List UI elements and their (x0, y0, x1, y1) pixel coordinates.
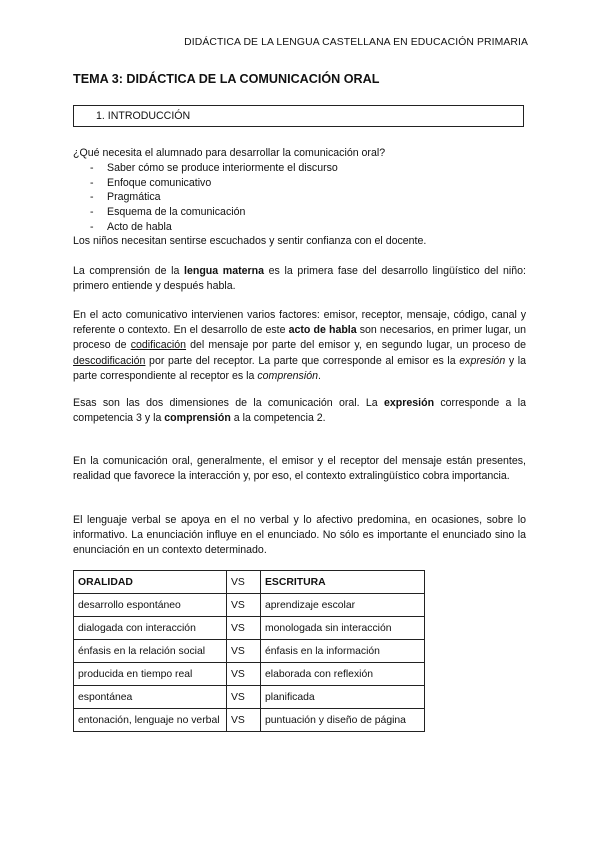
question-block (73, 146, 526, 249)
italic-term: expresión (459, 354, 506, 367)
comparison-table (73, 570, 425, 732)
text-run: es la primera fase del desarrollo lingüístico del niño: primero entiende y después habla. (73, 265, 526, 293)
paragraph-lenguaje-verbal: El lenguaje verbal se apoya en el no verbal y lo afectivo predomina, en ocasiones, sobre lo informativo. La enunciación influye en el enunciado. No sólo es importante el enunciado sino la enunciación en un contexto determinado. (73, 514, 526, 557)
table-header-row (74, 571, 425, 594)
paragraph-dimensiones (73, 396, 526, 426)
table-cell: monologada sin interacción (261, 617, 425, 640)
table-cell: producida en tiempo real (74, 663, 227, 686)
text-run: del mensaje por parte del emisor y, en segundo lugar, un proceso de (186, 339, 526, 352)
table-cell: dialogada con interacción (74, 617, 227, 640)
list-item: - Saber cómo se produce interiormente el discurso (73, 161, 526, 176)
running-header: DIDÁCTICA DE LA LENGUA CASTELLANA EN EDUCACIÓN PRIMARIA (184, 37, 528, 48)
list-item: - Acto de habla (73, 220, 526, 235)
text-run: corresponde a la competencia 3 y la (73, 397, 526, 425)
text-run: son necesarios, en primer lugar, un proceso de (73, 324, 526, 352)
text-run: En el acto comunicativo intervienen varios factores: emisor, receptor, mensaje, código, canal y referente o contexto. En el desarrollo de este (73, 309, 526, 337)
table-cell: aprendizaje escolar (261, 594, 425, 617)
text-run: La comprensión de la (73, 265, 185, 277)
table-cell: desarrollo espontáneo (74, 594, 227, 617)
table-header-cell: ESCRITURA (261, 571, 425, 594)
paragraph-comunicacion-oral: En la comunicación oral, generalmente, el emisor y el receptor del mensaje están presentes, realidad que favorece la interacción y, por eso, el contexto extralingüístico cobra importancia. (73, 455, 526, 483)
question-text: ¿Qué necesita el alumnado para desarrollar la comunicación oral? (73, 147, 386, 159)
trust-text: Los niños necesitan sentirse escuchados y sentir confianza con el docente. (73, 235, 427, 248)
table-cell: entonación, lenguaje no verbal (74, 709, 227, 732)
text-run: y la parte correspondiente al receptor es la (73, 354, 526, 382)
table-cell: VS (227, 686, 261, 709)
text-run: Esas son las dos dimensiones de la comunicación oral. La (73, 397, 384, 409)
table-header-cell: ORALIDAD (74, 571, 227, 594)
list-item: - Esquema de la comunicación (73, 205, 526, 220)
table-cell: VS (227, 663, 261, 686)
table-cell: VS (227, 709, 261, 732)
section-heading: 1. INTRODUCCIÓN (96, 110, 191, 122)
table-cell: espontánea (74, 686, 227, 709)
bold-term: acto de habla (288, 324, 357, 337)
table-row (74, 617, 425, 640)
paragraph-lengua-materna (73, 264, 526, 294)
table-cell: elaborada con reflexión (261, 663, 425, 686)
underlined-term: codificación (130, 339, 187, 352)
list-item: - Pragmática (73, 190, 526, 205)
table-header-cell: VS (227, 571, 261, 594)
table-cell: VS (227, 617, 261, 640)
paragraph-acto-comunicativo (73, 308, 526, 384)
table-row (74, 594, 425, 617)
needs-list (73, 161, 526, 234)
table-cell: VS (227, 640, 261, 663)
text-run: por parte del receptor. La parte que corresponde al emisor es la (145, 354, 460, 367)
text-run: a la competencia 2. (230, 412, 326, 425)
section-heading-box (73, 105, 524, 127)
bold-term: expresión (384, 397, 435, 409)
table-cell: énfasis en la relación social (74, 640, 227, 663)
bold-term: lengua materna (184, 265, 265, 277)
table-cell: énfasis en la información (261, 640, 425, 663)
list-item: - Enfoque comunicativo (73, 176, 526, 191)
table-cell: VS (227, 594, 261, 617)
page-title: TEMA 3: DIDÁCTICA DE LA COMUNICACIÓN ORAL (73, 72, 380, 86)
italic-term: comprensión (257, 369, 318, 382)
table-row (74, 640, 425, 663)
table-row (74, 686, 425, 709)
table-row (74, 709, 425, 732)
text-run: . (317, 369, 321, 382)
bold-term: comprensión (164, 412, 231, 425)
table-cell: puntuación y diseño de página (261, 709, 425, 732)
underlined-term: descodificación (73, 354, 146, 367)
table-cell: planificada (261, 686, 425, 709)
table-row (74, 663, 425, 686)
